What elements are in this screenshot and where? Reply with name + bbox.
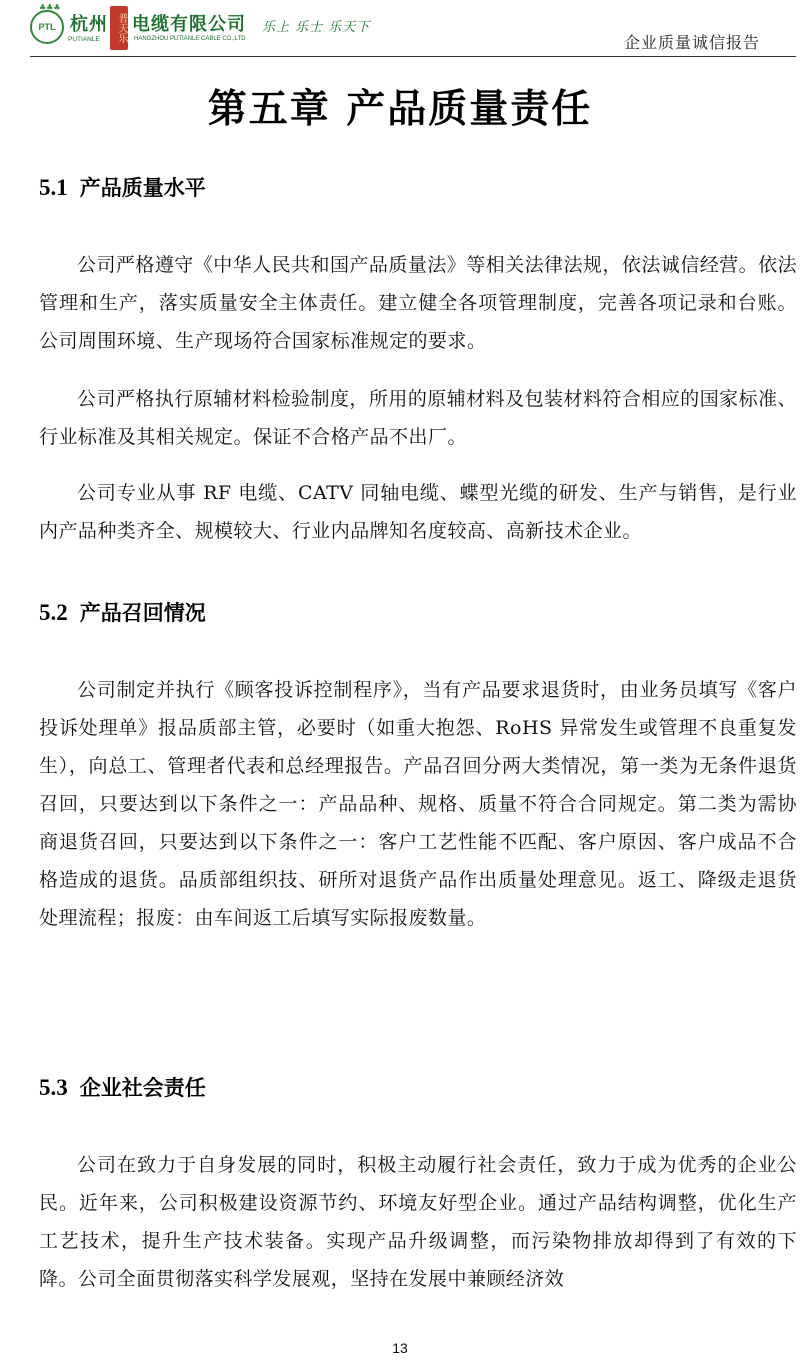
paragraph: 公司在致力于自身发展的同时，积极主动履行社会责任，致力于成为优秀的企业公民。近年来，公司积极建设资源节约、环境友好型企业。通过产品结构调整，优化生产工艺技术，提升生产技术装备。实现产品升级调整，而污染物排放却得到了有效的下降。公司全面贯彻落实科学发展观，坚持在发展中兼顾经济效 xyxy=(39,1154,797,1290)
brand-seal: 普天乐 xyxy=(110,6,128,50)
section-title: 产品质量水平 xyxy=(79,176,206,200)
company-logo xyxy=(30,10,64,44)
section-number: 5.1 xyxy=(39,175,68,200)
report-title: 企业质量诚信报告 xyxy=(623,33,760,52)
section-number: 5.3 xyxy=(39,1075,68,1100)
section-heading-5-3 xyxy=(39,1072,206,1102)
paragraph: 公司严格遵守《中华人民共和国产品质量法》等相关法律法规，依法诚信经营。依法管理和生产，落实质量安全主体责任。建立健全各项管理制度，完善各项记录和台账。公司周围环境、生产现场符合国家标准规定的要求。 xyxy=(39,254,797,352)
paragraph: 公司专业从事 RF 电缆、CATV 同轴电缆、蝶型光缆的研发、生产与销售，是行业内产品种类齐全、规模较大、行业内品牌知名度较高、高新技术企业。 xyxy=(39,482,797,542)
paragraph: 公司制定并执行《顾客投诉控制程序》，当有产品要求退货时，由业务员填写《客户投诉处理单》报品质部主管，必要时（如重大抱怨、RoHS 异常发生或管理不良重复发生），向总工、管理者代表和总经理报告。产品召回分两大类情况，第一类为无条件退货召回，只要达到以下条件之一：产品品种、规格、质量不符合合同规定。第二类为需协商退货召回，只要达到以下条件之一：客户工艺性能不匹配、客户原因、客户成品不合格造成的退货。品质部组织技、研所对退货产品作出质量处理意见。返工、降级走退货处理流程；报废：由车间返工后填写实际报废数量。 xyxy=(39,679,797,929)
company-name-cn: 电缆有限公司 xyxy=(132,14,246,35)
page-number: 13 xyxy=(392,1340,408,1356)
company-brand-en: PUTIANLE xyxy=(68,36,100,43)
company-name-en: HANGZHOU PUTIANLE CABLE CO.,LTD xyxy=(134,36,246,42)
company-slogan: 乐上 乐士 乐天下 xyxy=(262,20,371,35)
tree-icon: ♣♣♣ xyxy=(39,3,61,12)
section-number: 5.2 xyxy=(39,600,68,625)
logo-text: PTL xyxy=(38,22,56,32)
section-title: 产品召回情况 xyxy=(79,601,206,625)
paragraph: 公司严格执行原辅材料检验制度，所用的原辅材料及包装材料符合相应的国家标准、行业标准及其相关规定。保证不合格产品不出厂。 xyxy=(39,388,797,448)
chapter-title: 第五章 产品质量责任 xyxy=(207,87,593,132)
company-city: 杭州 xyxy=(70,14,108,35)
page-header xyxy=(30,3,796,57)
section-heading-5-1 xyxy=(39,172,206,202)
section-heading-5-2 xyxy=(39,597,206,627)
section-title: 企业社会责任 xyxy=(79,1076,206,1100)
